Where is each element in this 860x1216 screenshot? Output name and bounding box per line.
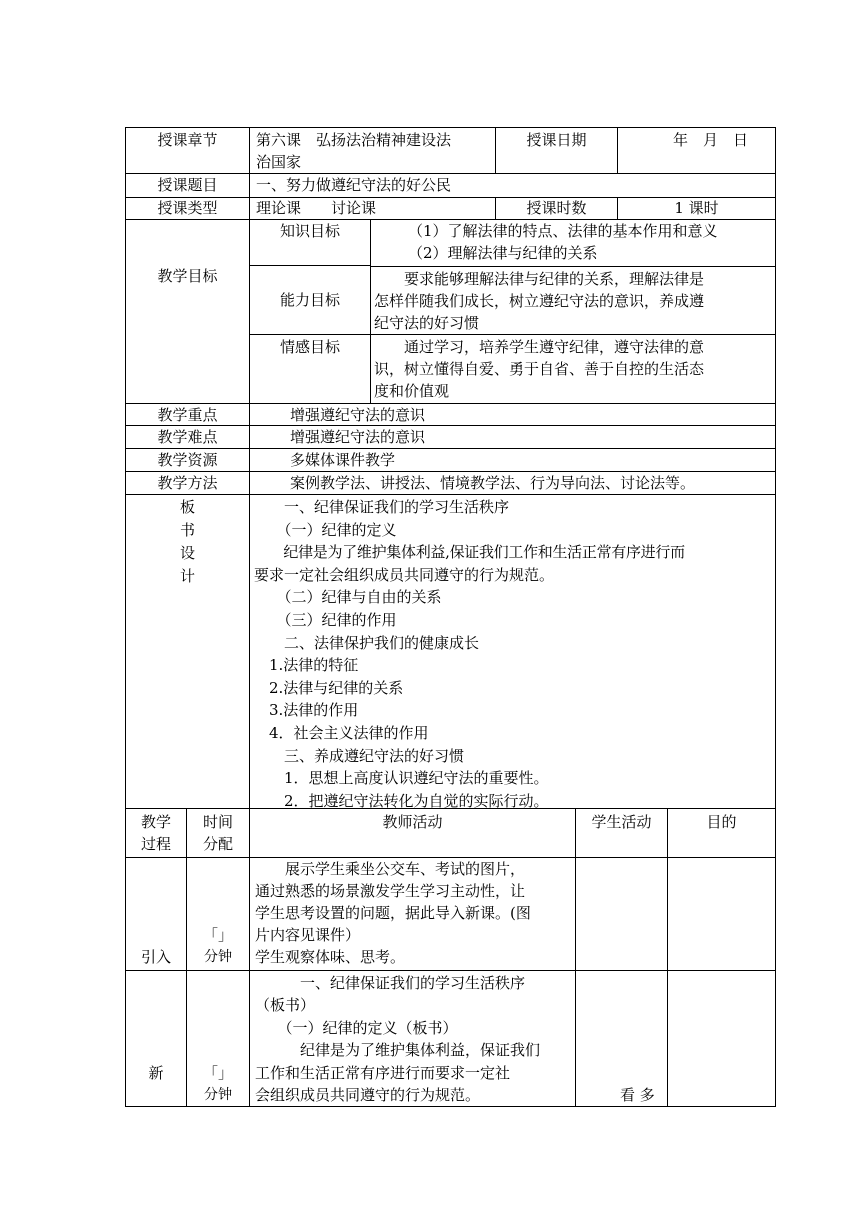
new-lesson-teacher-line: 纪律是为了维护集体利益，保证我们 bbox=[255, 1041, 541, 1059]
rule-right bbox=[775, 127, 776, 1107]
board-label-char: 书 bbox=[179, 521, 195, 539]
board-label-char: 计 bbox=[179, 567, 195, 585]
board-line: 要求一定社会组织成员共同遵守的行为规范。 bbox=[254, 565, 555, 584]
intro-teacher-line: 展示学生乘坐公交车、考试的图片， bbox=[255, 860, 526, 878]
chapter-label: 授课章节 bbox=[157, 131, 218, 149]
rule bbox=[667, 808, 668, 1107]
date-value: 年 月 日 bbox=[672, 131, 748, 149]
goals-label: 教学目标 bbox=[157, 267, 218, 285]
knowledge-goal-line: （2）理解法律与纪律的关系 bbox=[408, 244, 598, 262]
intro-teacher-line: 学生观察体味、思考。 bbox=[255, 948, 406, 966]
emotion-goal-line: 识，树立懂得自爱、勇于自省、善于自控的生活态 bbox=[374, 360, 705, 378]
board-line: 三、养成遵纪守法的好习惯 bbox=[254, 746, 465, 765]
intro-time-bracket: 「」 bbox=[202, 926, 233, 944]
board-line: 4．社会主义法律的作用 bbox=[254, 723, 429, 742]
type-label: 授课类型 bbox=[157, 199, 218, 217]
new-lesson-time-bracket: 「」 bbox=[202, 1064, 233, 1082]
rule bbox=[249, 265, 370, 266]
board-content bbox=[254, 496, 774, 812]
ability-goal-line: 要求能够理解法律与纪律的关系，理解法律是 bbox=[374, 270, 705, 288]
student-activity-header: 学生活动 bbox=[591, 813, 652, 831]
ability-goal-label: 能力目标 bbox=[279, 291, 340, 309]
rule bbox=[575, 808, 576, 1107]
process-col1-line1: 教学 bbox=[140, 813, 171, 831]
intro-teacher-line: 通过熟悉的场景激发学生学习主动性，让 bbox=[255, 882, 526, 900]
difficulty-label: 教学难点 bbox=[157, 428, 218, 446]
knowledge-goal-line: （1）了解法律的特点、法律的基本作用和意义 bbox=[408, 222, 718, 240]
intro-teacher-line: 学生思考设置的问题，据此导入新课。(图 bbox=[255, 904, 531, 922]
type-value: 理论课 讨论课 bbox=[256, 199, 377, 217]
new-lesson-time-minutes: 分钟 bbox=[204, 1087, 232, 1103]
intro-stage: 引入 bbox=[140, 948, 171, 966]
ability-goal-line: 怎样伴随我们成长，树立遵纪守法的意识，养成遵 bbox=[374, 292, 705, 310]
rule-top bbox=[125, 127, 776, 128]
board-line: 1．思想上高度认识遵纪守法的重要性。 bbox=[254, 769, 549, 788]
topic-label: 授课题目 bbox=[157, 176, 218, 194]
board-line: （一）纪律的定义 bbox=[254, 520, 397, 539]
topic-value: 一、努力做遵纪守法的好公民 bbox=[256, 176, 452, 194]
rule bbox=[370, 266, 776, 267]
board-line: 二、法律保护我们的健康成长 bbox=[254, 633, 480, 652]
rule bbox=[125, 970, 776, 971]
resource-value: 多媒体课件教学 bbox=[290, 451, 396, 469]
board-label-char: 设 bbox=[179, 544, 195, 562]
process-col2-line2: 分配 bbox=[202, 835, 233, 853]
process-col1-line2: 过程 bbox=[140, 835, 171, 853]
chapter-value-line2: 治国家 bbox=[256, 153, 302, 171]
ability-goal-line: 纪守法的好习惯 bbox=[374, 314, 480, 332]
intro-time-minutes: 分钟 bbox=[204, 949, 232, 965]
focus-label: 教学重点 bbox=[157, 406, 218, 424]
board-line: 2.法律与纪律的关系 bbox=[254, 678, 404, 697]
process-col2-line1: 时间 bbox=[202, 813, 233, 831]
method-value: 案例教学法、讲授法、情境教学法、行为导向法、讨论法等。 bbox=[290, 474, 696, 492]
emotion-goal-line: 通过学习，培养学生遵守纪律，遵守法律的意 bbox=[374, 338, 705, 356]
date-label: 授课日期 bbox=[526, 131, 587, 149]
difficulty-value: 增强遵纪守法的意识 bbox=[290, 428, 426, 446]
board-line: 2．把遵纪守法转化为自觉的实际行动。 bbox=[254, 791, 549, 810]
new-lesson-teacher-line: （一）纪律的定义（板书） bbox=[255, 1019, 458, 1037]
board-line: 3.法律的作用 bbox=[254, 701, 359, 720]
rule bbox=[370, 219, 371, 404]
hours-value: 1 课时 bbox=[674, 199, 719, 217]
board-line: 1.法律的特征 bbox=[254, 656, 359, 675]
intro-teacher-line: 片内容见课件） bbox=[255, 926, 361, 944]
rule bbox=[249, 808, 250, 1107]
chapter-value-line1: 第六课 弘扬法治精神建设法 bbox=[256, 131, 452, 149]
board-line: 纪律是为了维护集体利益,保证我们工作和生活正常有序进行而 bbox=[254, 543, 685, 562]
emotion-goal-label: 情感目标 bbox=[279, 338, 340, 356]
method-label: 教学方法 bbox=[157, 474, 218, 492]
new-lesson-teacher-line: （板书） bbox=[255, 996, 316, 1014]
new-lesson-stage: 新 bbox=[148, 1064, 164, 1082]
board-line: （三）纪律的作用 bbox=[254, 610, 397, 629]
board-line: （二）纪律与自由的关系 bbox=[254, 588, 442, 607]
new-lesson-teacher-line: 工作和生活正常有序进行而要求一定社 bbox=[255, 1064, 511, 1082]
hours-label: 授课时数 bbox=[526, 199, 587, 217]
board-label-char: 板 bbox=[179, 498, 195, 516]
new-lesson-teacher-line: 会组织成员共同遵守的行为规范。 bbox=[255, 1086, 481, 1104]
resource-label: 教学资源 bbox=[157, 451, 218, 469]
board-line: 一、纪律保证我们的学习生活秩序 bbox=[254, 498, 510, 516]
teacher-activity-header: 教师活动 bbox=[382, 813, 443, 831]
purpose-header: 目的 bbox=[706, 813, 737, 831]
new-lesson-student-text: 看 多 bbox=[620, 1086, 655, 1104]
new-lesson-teacher-line: 一、纪律保证我们的学习生活秩序 bbox=[255, 974, 526, 992]
knowledge-goal-label: 知识目标 bbox=[279, 222, 340, 240]
focus-value: 增强遵纪守法的意识 bbox=[290, 406, 426, 424]
emotion-goal-line: 度和价值观 bbox=[374, 382, 450, 400]
